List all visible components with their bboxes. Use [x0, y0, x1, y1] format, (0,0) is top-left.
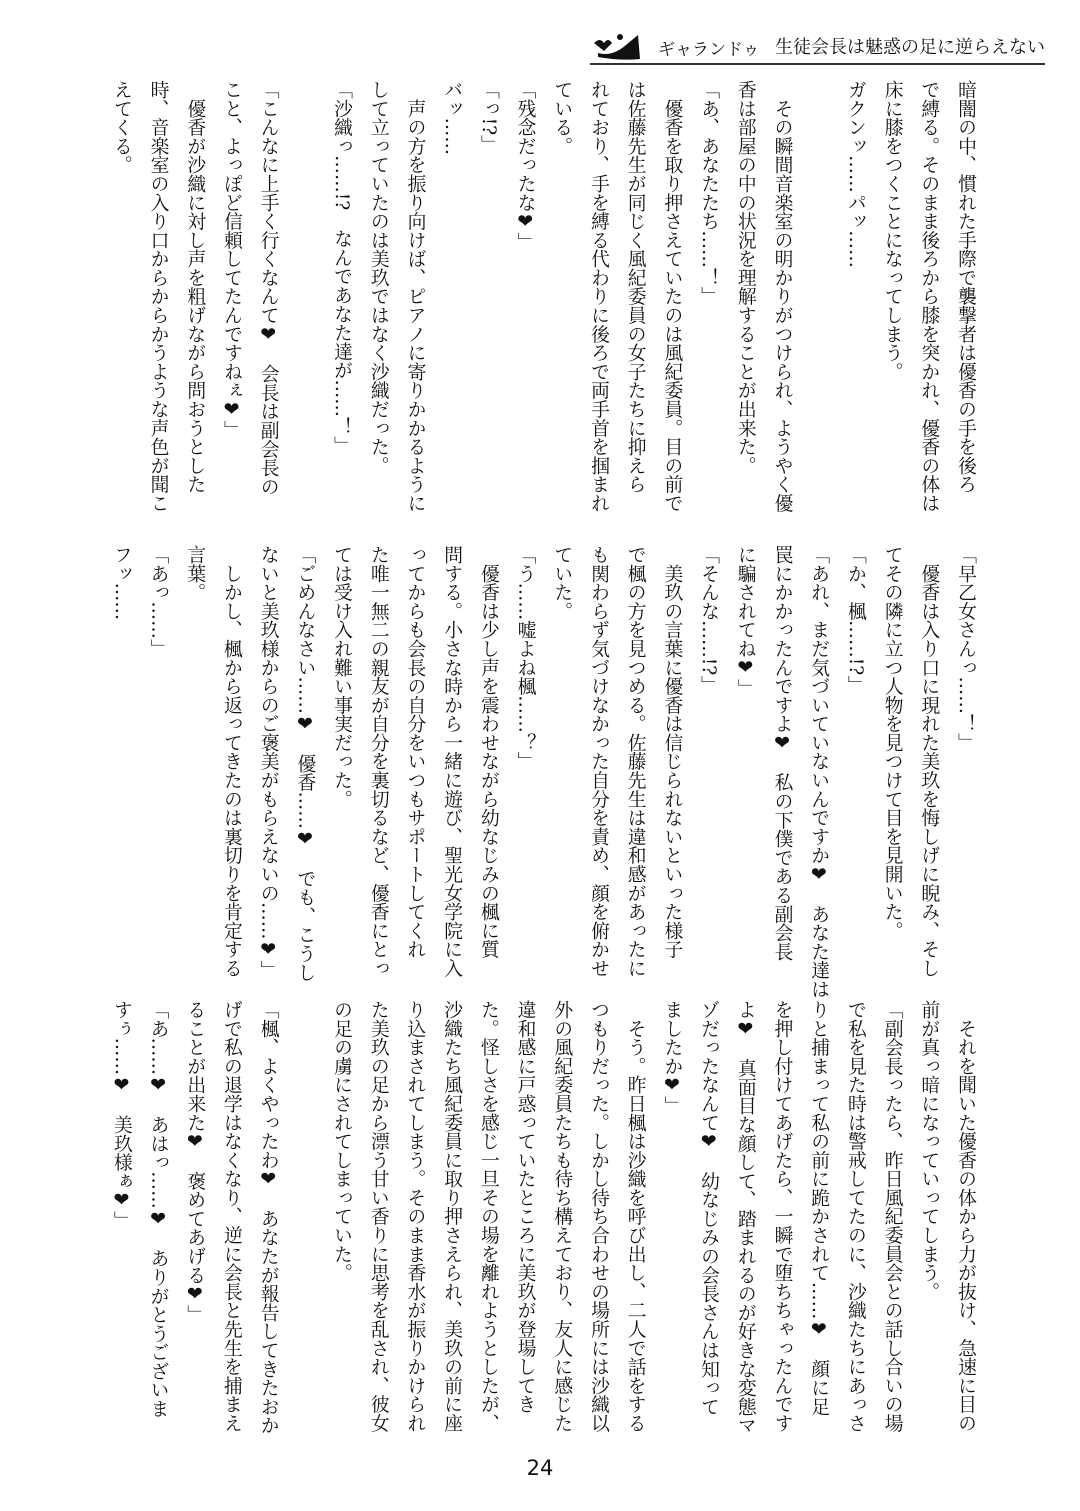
text-line: [286, 1000, 323, 1450]
text-line: 「っ!?」: [477, 80, 499, 154]
text-line: り込まされてしまう。そのまま香水が振りかけられ: [404, 1000, 426, 1433]
text-line: 違和感に戸惑っていたところに美玖が登場してき: [514, 1000, 536, 1414]
text-line: 床に膝をつくことになってしまう。: [881, 80, 903, 381]
text-line: つもりだった。しかし待ち合わせの場所には沙織以: [587, 1000, 609, 1433]
text-line: 「残念だったな❤」: [514, 80, 536, 252]
book-title: 生徒会長は魅惑の足に逆らえない: [775, 37, 1045, 58]
text-line: 「ごめんなさい……❤ 優香……❤ でも、こうし: [294, 545, 316, 982]
text-line: げで私の退学はなくなり、逆に会長と先生を捕まえ: [220, 1000, 242, 1433]
text-line: 罠にかかったんですよ❤ 私の下僕である副会長: [771, 545, 793, 961]
text-line: しかし、楓から返ってきたのは裏切りを肯定する: [220, 545, 242, 978]
text-line: 「副会長ったら、昨日風紀委員会との話し合いの場: [881, 1000, 903, 1433]
text-line: フッ……: [110, 545, 132, 621]
text-line: も関わらず気づけなかった自分を責め、顔を俯かせ: [587, 545, 609, 978]
text-line: 「あ……❤ あはっ……❤ ありがとうございま: [147, 1000, 169, 1418]
text-line: えてくる。: [110, 80, 132, 174]
text-line: ってからも会長の自分をいつもサポートしてくれ: [404, 545, 426, 959]
text-line: ていた。: [551, 545, 573, 621]
page-number: 24: [526, 1456, 554, 1480]
text-line: 香は部屋の中の状況を理解することが出来た。: [734, 80, 756, 475]
text-line: 暗闇の中、慣れた手際で襲撃者は優香の手を後ろ: [955, 80, 976, 494]
text-line: を押し付けてあげたら、一瞬で堕ちちゃったんです: [771, 1000, 793, 1433]
text-line: [800, 80, 837, 530]
text-line: ましたか❤」: [661, 1000, 683, 1115]
text-line: た美玖の足から漂う甘い香りに思考を乱され、彼女: [367, 1000, 389, 1433]
running-header: [590, 27, 1045, 65]
text-line: 問する。小さな時から一緒に遊び、聖光女学院に入: [441, 545, 463, 978]
text-line: ないと美玖様からのご褒美がもらえないの……❤」: [257, 545, 279, 980]
text-line: た唯一無二の親友が自分を裏切るなど、優香にとっ: [367, 545, 389, 978]
text-line: ては受け入れ難い事実だった。: [331, 545, 353, 809]
text-line: ガクンッ……パッ……: [844, 80, 866, 268]
text-line: 「早乙女さんっ……！」: [955, 545, 976, 752]
text-line: 優香を取り押さえていたのは風紀委員。目の前で: [661, 80, 683, 513]
text-line: で楓の方を見つめる。佐藤先生は違和感があったに: [624, 545, 646, 978]
text-line: 「か、楓……!?」: [844, 545, 866, 695]
text-block-bottom: [105, 1000, 983, 1450]
text-line: で縛る。そのまま後ろから膝を突かれ、優香の体は: [918, 80, 940, 513]
text-line: 美玖の言葉に優香は信じられないといった様子: [661, 545, 683, 959]
text-line: た。怪しさを感じ一旦その場を離れようとしたが、: [477, 1000, 499, 1433]
text-line: ている。: [551, 80, 573, 156]
text-line: して立っていたのは美玖ではなく沙織だった。: [367, 80, 389, 475]
text-line: 声の方を振り向けば、ピアノに寄りかかるように: [404, 80, 426, 513]
text-line: てその隣に立つ人物を見つけて目を見開いた。: [881, 545, 903, 940]
text-line: 外の風紀委員たちも待ち構えており、友人に感じた: [551, 1000, 573, 1433]
text-line: その瞬間音楽室の明かりがつけられ、ようやく優: [771, 80, 793, 513]
text-line: れており、手を縛る代わりに後ろで両手首を掴まれ: [587, 80, 609, 513]
text-line: 「あれ、まだ気づいていないんですか❤ あなた達は: [808, 545, 830, 999]
text-line: は佐藤先生が同じく風紀委員の女子たちに抑えら: [624, 80, 646, 494]
text-line: バッ……: [441, 80, 463, 156]
text-line: それを聞いた優香の体から力が抜け、急速に目の: [955, 1000, 976, 1433]
text-line: の足の虜にされてしまっていた。: [331, 1000, 353, 1282]
text-block-top: [105, 80, 983, 530]
text-line: 前が真っ暗になっていってしまう。: [918, 1000, 940, 1301]
text-line: に騙されてね❤」: [734, 545, 756, 698]
text-line: りと捕まって私の前に跪かされて……❤ 顔に足: [808, 1000, 830, 1416]
text-line: ゾだったなんて❤ 幼なじみの会長さんは知って: [698, 1000, 720, 1416]
text-block-middle: [105, 545, 983, 999]
text-line: ることが出来た❤ 褒めてあげる❤」: [184, 1000, 206, 1324]
text-line: 優香は入り口に現れた美玖を悔しげに睨み、そし: [918, 545, 940, 978]
text-line: 「う……嘘よね楓……？」: [514, 545, 536, 771]
text-line: 「こんなに上手く行くなんて❤ 会長は副会長の: [257, 80, 279, 496]
text-line: 言葉。: [184, 545, 206, 602]
circle-name: ギャランドゥ: [658, 40, 760, 60]
circle-logo-icon: [590, 29, 650, 61]
text-line: 沙織たち風紀委員に取り押さえられ、美玖の前に座: [441, 1000, 463, 1433]
text-line: 優香は少し声を震わせながら幼なじみの楓に質: [477, 545, 499, 959]
text-line: 優香が沙織に対し声を粗げながら問おうとした: [184, 80, 206, 494]
text-line: 「楓、よくやったわ❤ あなたが報告してきたおか: [257, 1000, 279, 1435]
text-line: すぅ……❤ 美玖様ぁ❤」: [110, 1000, 132, 1230]
text-line: 時、音楽室の入り口からからかうような声色が聞こ: [147, 80, 169, 513]
text-line: で私を見た時は警戒してたのに、沙織たちにあっさ: [844, 1000, 866, 1433]
text-line: こと、よっぽど信頼してたんですねぇ❤」: [220, 80, 242, 440]
text-line: そう。昨日楓は沙織を呼び出し、二人で話をする: [624, 1000, 646, 1433]
text-line: よ❤ 真面目な顔して、踏まれるのが好きな変態マ: [734, 1000, 756, 1435]
text-line: 「沙織っ……!? なんであなた達が……！」: [331, 80, 353, 455]
text-line: 「あ、あなたたち……！」: [698, 80, 720, 306]
text-line: 「あっ……」: [147, 545, 169, 658]
text-line: [286, 80, 323, 530]
text-line: 「そんな……!?」: [698, 545, 720, 695]
